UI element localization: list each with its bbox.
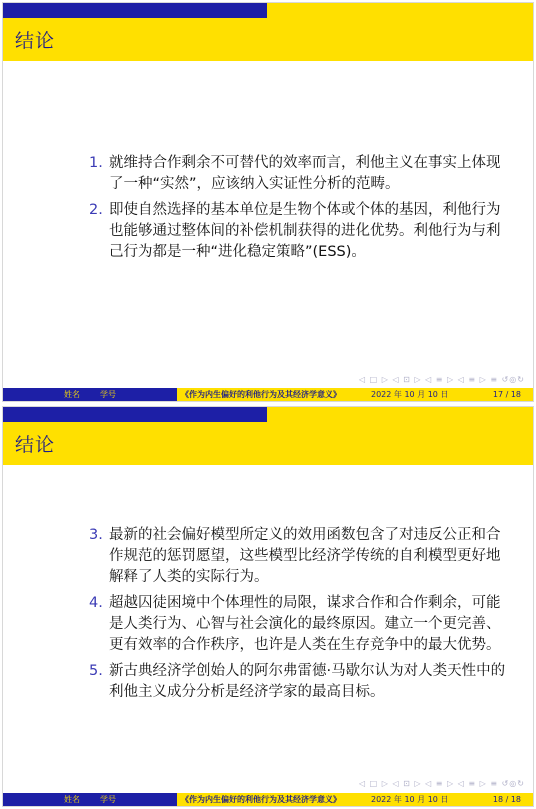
- talk-title: 《作为内生偏好的利他行为及其经济学意义》: [181, 390, 341, 399]
- footline-author: [3, 388, 177, 401]
- footline: [3, 388, 533, 401]
- list-item: [89, 593, 513, 656]
- list-item: [89, 153, 513, 195]
- list-item: [89, 525, 513, 588]
- header-strip-blue: [3, 407, 267, 422]
- list-item-number: 2.: [89, 202, 103, 218]
- list-item-text: 超越囚徒困境中个体理性的局限，谋求合作和合作剩余，可能是人类行为、心智与社会演化的最终原因。建立一个更完善、更有效率的合作秩序，也许是人类在生存竞争中的最大优势。: [109, 595, 501, 653]
- header-strip: [3, 3, 533, 18]
- header-strip: [3, 407, 533, 422]
- header-strip-yellow: [267, 3, 533, 18]
- frame-title: 结论: [15, 434, 56, 456]
- author-name: 姓名: [64, 390, 80, 399]
- list-item: [89, 661, 513, 703]
- author-name: 姓名: [64, 795, 80, 804]
- talk-date: 2022 年 10 月 10 日: [371, 795, 449, 804]
- list-item-text: 最新的社会偏好模型所定义的效用函数包含了对违反公正和合作规范的惩罚愿望，这些模型比经济学传统的自利模型更好地解释了人类的实际行为。: [109, 527, 501, 585]
- slide-17: [2, 2, 534, 402]
- footline-info: [177, 793, 533, 806]
- frame-title-bar: [3, 422, 533, 465]
- frame-title: 结论: [15, 30, 56, 52]
- list-item-text: 即使自然选择的基本单位是生物个体或个体的基因，利他行为也能够通过整体间的补偿机制获得的进化优势。利他行为与利己行为都是一种“进化稳定策略”(ESS)。: [109, 202, 501, 260]
- footline-author: [3, 793, 177, 806]
- footline-info: [177, 388, 533, 401]
- header-strip-yellow: [267, 407, 533, 422]
- student-id: 学号: [100, 390, 116, 399]
- list-item-text: 新古典经济学创始人的阿尔弗雷德·马歇尔认为对人类天性中的利他主义成分分析是经济学家的最高目标。: [109, 663, 506, 700]
- page-number: 17 / 18: [492, 390, 521, 399]
- slide-18: [2, 406, 534, 807]
- list-item-text: 就维持合作剩余不可替代的效率而言，利他主义在事实上体现了一种“实然”，应该纳入实证性分析的范畴。: [109, 155, 501, 192]
- student-id: 学号: [100, 795, 116, 804]
- enumerate-list: [89, 153, 513, 268]
- list-item-number: 5.: [89, 663, 103, 679]
- page-number: 18 / 18: [492, 795, 521, 804]
- list-item-number: 1.: [89, 155, 103, 171]
- talk-date: 2022 年 10 月 10 日: [371, 390, 449, 399]
- navigation-symbols[interactable]: ◁ □ ▷ ◁ ⊡ ▷ ◁ ≡ ▷ ◁ ≡ ▷ ≡ ↺◎↻: [358, 375, 525, 384]
- navigation-symbols[interactable]: ◁ □ ▷ ◁ ⊡ ▷ ◁ ≡ ▷ ◁ ≡ ▷ ≡ ↺◎↻: [358, 779, 525, 788]
- list-item: [89, 200, 513, 263]
- list-item-number: 3.: [89, 527, 103, 543]
- header-strip-blue: [3, 3, 267, 18]
- list-item-number: 4.: [89, 595, 103, 611]
- enumerate-list: [89, 525, 513, 708]
- footline: [3, 793, 533, 806]
- frame-title-bar: [3, 18, 533, 61]
- talk-title: 《作为内生偏好的利他行为及其经济学意义》: [181, 795, 341, 804]
